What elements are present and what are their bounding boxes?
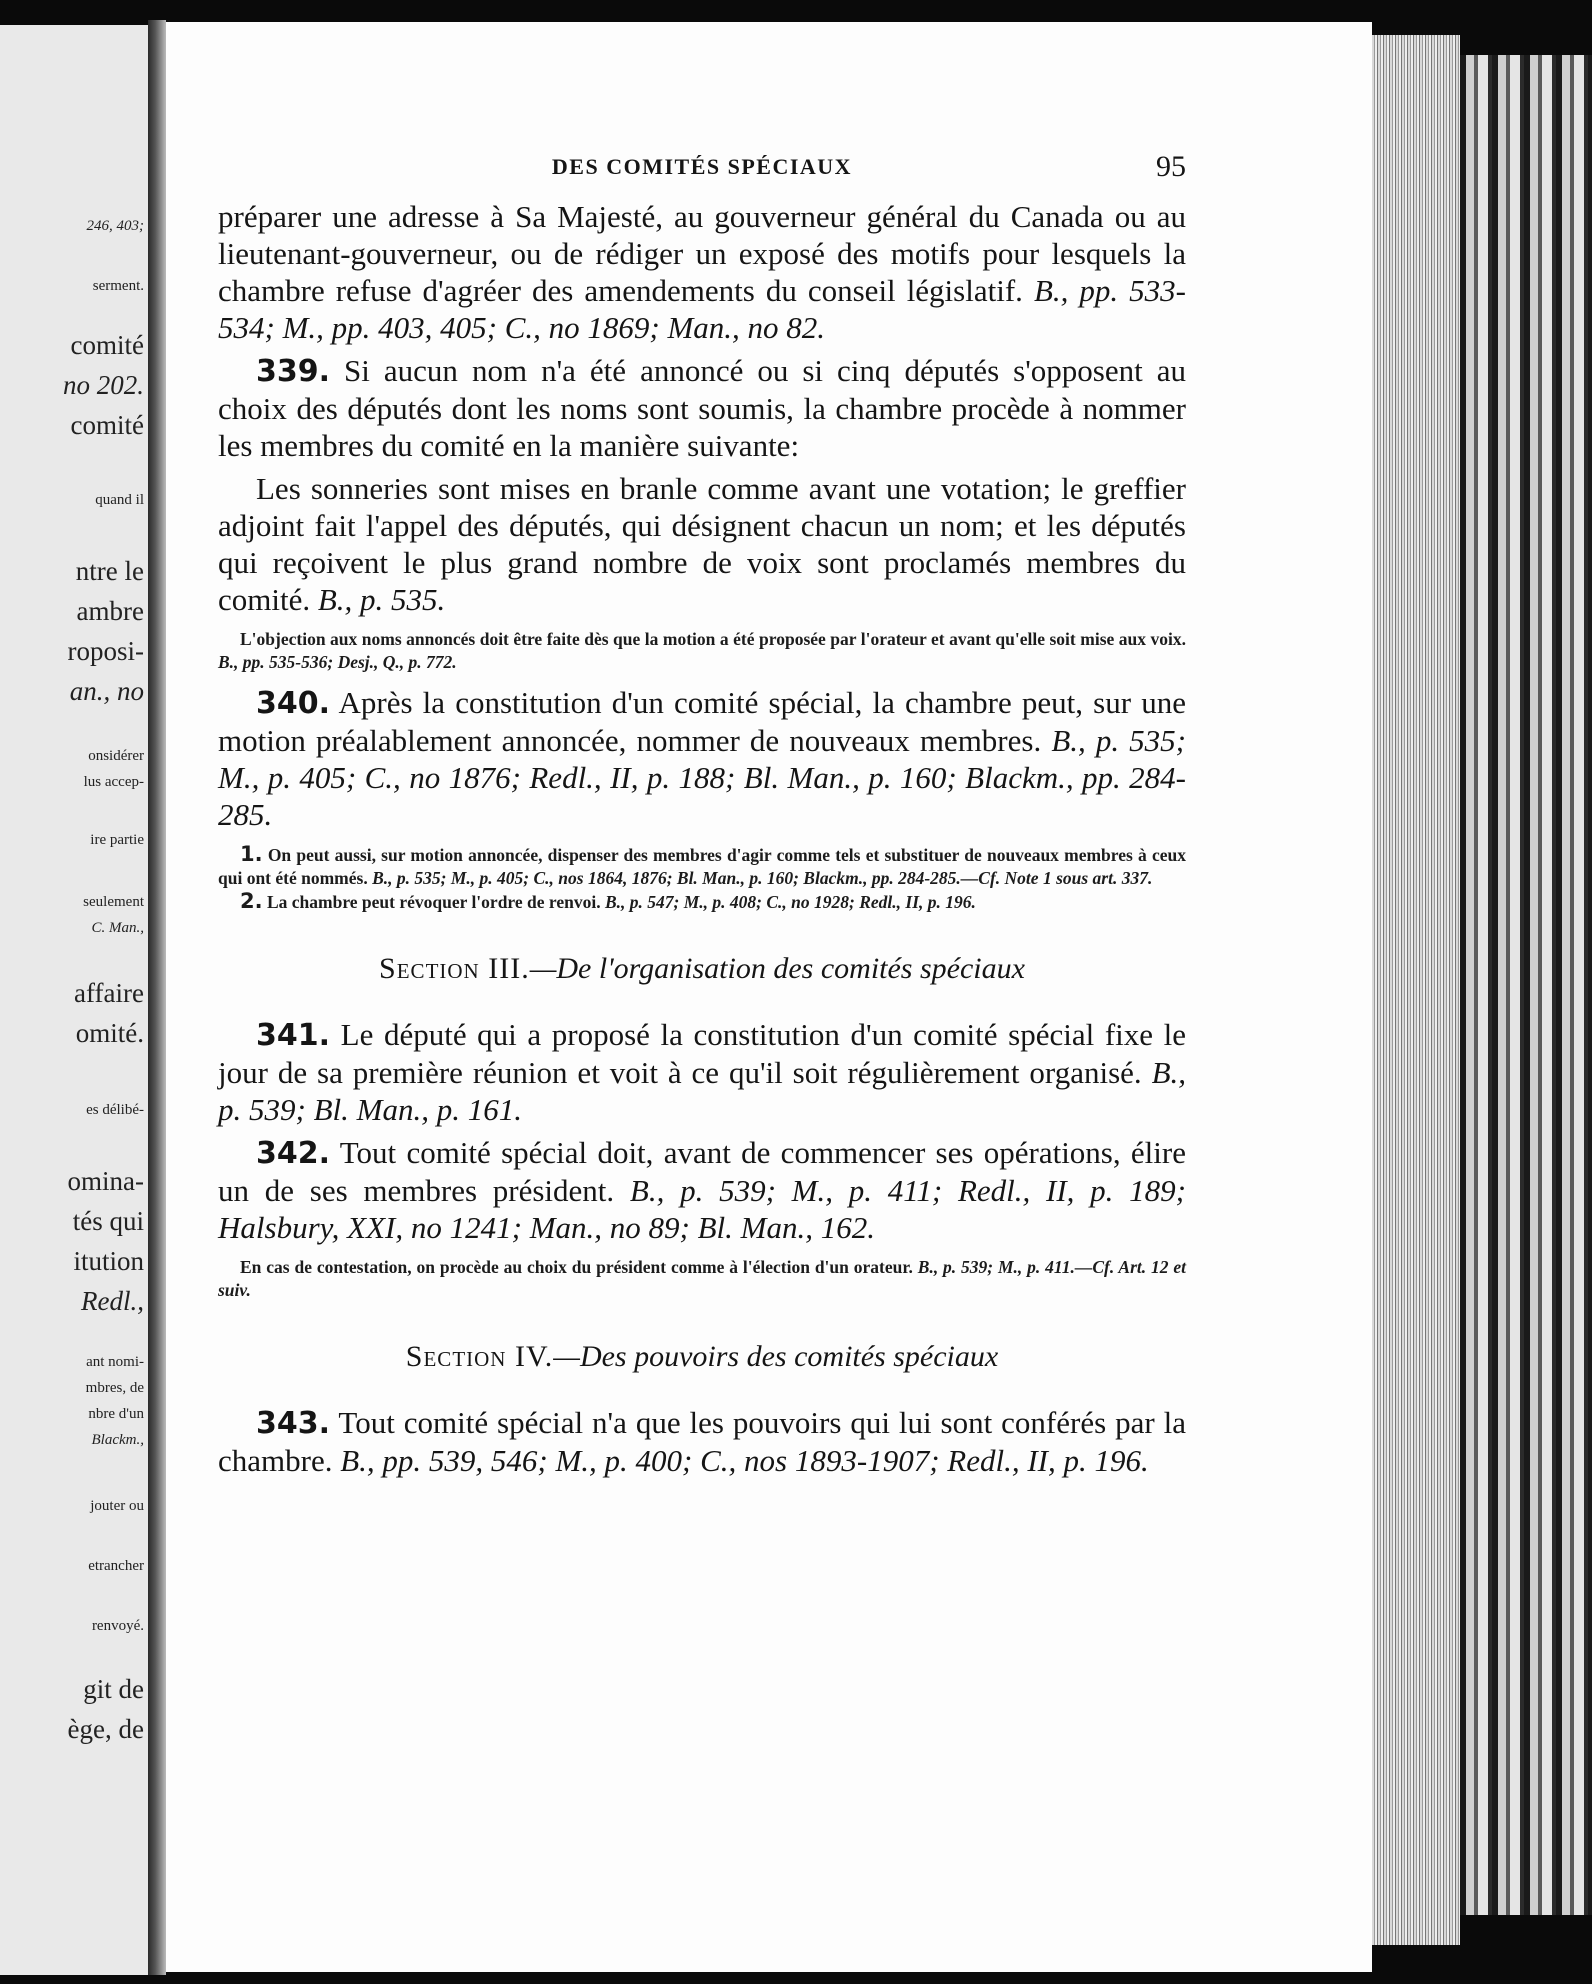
article-number: 342. xyxy=(256,1136,331,1171)
left-page-fragment: omina- xyxy=(67,1166,144,1196)
section-heading-3 xyxy=(218,952,1186,986)
running-title: DES COMITÉS SPÉCIAUX xyxy=(551,154,853,179)
left-page-fragment: mbres, de xyxy=(85,1380,144,1396)
article-341 xyxy=(218,1016,1186,1128)
left-page-fragment: renvoyé. xyxy=(91,1618,144,1634)
left-page-fragment: quand il xyxy=(95,492,144,508)
left-page-fragment: tés qui xyxy=(72,1206,144,1236)
note-342 xyxy=(218,1256,1186,1302)
note-text: La chambre peut révoquer l'ordre de renvoi. xyxy=(266,892,601,912)
citation: B., p. 539; Bl. Man., p. 161. xyxy=(218,1055,1187,1127)
article-343 xyxy=(218,1404,1186,1479)
note-340-1 xyxy=(218,843,1186,890)
article-text: Les sonneries sont mises en branle comme avant une votation; le greffier adjoint fait l'appel des députés, qui désignent chacun un nom; et les députés qui reçoivent le plus grand nombre de voix sont proclamés membres du comité. xyxy=(218,471,1186,617)
note-text: L'objection aux noms annoncés doit être faite dès que la motion a été proposée par l'orateur et avant qu'elle soit mise aux voix. xyxy=(240,629,1186,649)
note-number: 1. xyxy=(240,842,263,866)
left-page-fragment: omité. xyxy=(75,1018,144,1048)
article-number: 340. xyxy=(256,686,331,721)
left-page-fragment: serment. xyxy=(92,278,144,294)
article-number: 343. xyxy=(256,1406,331,1441)
article-text: Le député qui a proposé la constitution d'un comité spécial fixe le jour de sa première réunion et voit à ce qu'il soit régulièrement organisé. xyxy=(218,1017,1186,1090)
left-page-fragment: jouter ou xyxy=(90,1498,144,1514)
left-page-fragment: nbre d'un xyxy=(88,1406,144,1422)
article-text: Tout comité spécial doit, avant de commencer ses opérations, élire un de ses membres président. xyxy=(218,1135,1186,1208)
left-page-fragment: comité xyxy=(70,410,144,440)
article-text: Si aucun nom n'a été annoncé ou si cinq députés s'opposent au choix des députés dont les noms sont soumis, la chambre procède à nommer les membres du comité en la manière suivante: xyxy=(218,353,1187,463)
citation: B., pp. 533-534; M., pp. 403, 405; C., no 1869; Man., no 82. xyxy=(218,273,1187,345)
left-page-fragment: seulement xyxy=(83,894,144,910)
citation: B., p. 535; M., p. 405; C., nos 1864, 1876; Bl. Man., p. 160; Blackm., pp. 284-285.—Cf. Note 1 sous art. 337. xyxy=(372,868,1153,888)
citation: B., p. 547; M., p. 408; C., no 1928; Redl., II, p. 196. xyxy=(604,892,976,912)
article-number: 339. xyxy=(256,354,331,389)
citation: B., p. 539; M., p. 411; Redl., II, p. 189; Halsbury, XXI, no 1241; Man., no 89; Bl. Man., 162. xyxy=(218,1173,1186,1245)
left-page-fragment: lus accep- xyxy=(83,774,144,790)
note-340-2 xyxy=(218,890,1186,914)
left-page-fragment: es délibé- xyxy=(86,1102,144,1118)
left-page-fragment: onsidérer xyxy=(88,748,144,764)
note-text: On peut aussi, sur motion annoncée, dispenser des membres d'agir comme tels et substituer de nouveaux membres à ceux qui ont été nommés. xyxy=(218,845,1186,888)
left-page-fragment: ambre xyxy=(76,596,144,626)
paragraph-continuation xyxy=(218,198,1186,346)
section-heading-4 xyxy=(218,1340,1186,1374)
running-head xyxy=(218,150,1186,198)
citation: B., p. 535. xyxy=(317,582,446,617)
note-text: En cas de contestation, on procède au choix du président comme à l'élection d'un orateur. xyxy=(240,1257,913,1277)
left-page-fragment: an., no xyxy=(69,676,144,706)
book-gutter xyxy=(148,20,166,1975)
section-label: Section III. xyxy=(379,952,530,985)
left-page-fragment: git de xyxy=(83,1674,144,1704)
paragraph-text: préparer une adresse à Sa Majesté, au gouverneur général du Canada ou au lieutenant-gouverneur, ou de rédiger un exposé des motifs pour lesquels la chambre refuse d'agréer des amendements du conseil législatif. xyxy=(218,199,1186,308)
article-text: Après la constitution d'un comité spécial, la chambre peut, sur une motion préalablement annoncée, nommer de nouveaux membres. xyxy=(218,685,1186,758)
citation: B., p. 539; M., p. 411.—Cf. Art. 12 et suiv. xyxy=(218,1257,1187,1300)
left-page-fragment: itution xyxy=(73,1246,144,1276)
section-title: —Des pouvoirs des comités spéciaux xyxy=(553,1340,999,1373)
left-page-fragment: ant nomi- xyxy=(86,1354,144,1370)
left-page-fragment: etrancher xyxy=(88,1558,144,1574)
article-340 xyxy=(218,684,1186,833)
left-page-fragment: Redl., xyxy=(81,1286,144,1316)
left-page-fragment: 246, 403; xyxy=(86,218,144,234)
citation: B., pp. 535-536; Desj., Q., p. 772. xyxy=(218,652,457,672)
left-facing-page xyxy=(0,25,148,1975)
article-number: 341. xyxy=(256,1018,331,1053)
citation: B., pp. 539, 546; M., p. 400; C., nos 1893-1907; Redl., II, p. 196. xyxy=(340,1443,1149,1478)
page-text-column xyxy=(218,150,1186,1479)
left-page-fragment: ire partie xyxy=(90,832,144,848)
section-label: Section IV. xyxy=(405,1340,554,1373)
left-page-fragment: ège, de xyxy=(67,1714,144,1744)
note-339 xyxy=(218,628,1186,674)
left-page-fragment: no 202. xyxy=(63,370,144,400)
left-page-fragment: ntre le xyxy=(75,556,144,586)
note-number: 2. xyxy=(240,889,263,913)
left-page-fragment: roposi- xyxy=(67,636,144,666)
left-page-fragment: affaire xyxy=(74,978,144,1008)
citation: B., p. 535; M., p. 405; C., no 1876; Redl., II, p. 188; Bl. Man., p. 160; Blackm., pp. 284-285. xyxy=(218,723,1187,832)
article-339-paragraph-2 xyxy=(218,470,1186,618)
page-edges xyxy=(1372,35,1460,1945)
article-text: Tout comité spécial n'a que les pouvoirs qui lui sont conférés par la chambre. xyxy=(218,1405,1186,1478)
article-342 xyxy=(218,1134,1186,1246)
section-title: —De l'organisation des comités spéciaux xyxy=(529,952,1025,985)
left-page-fragment: Blackm., xyxy=(91,1432,144,1448)
page-number: 95 xyxy=(1156,150,1186,183)
left-page-fragment: C. Man., xyxy=(91,920,144,936)
left-page-fragment: comité xyxy=(70,330,144,360)
article-339 xyxy=(218,352,1186,464)
book-binding xyxy=(1460,55,1592,1915)
